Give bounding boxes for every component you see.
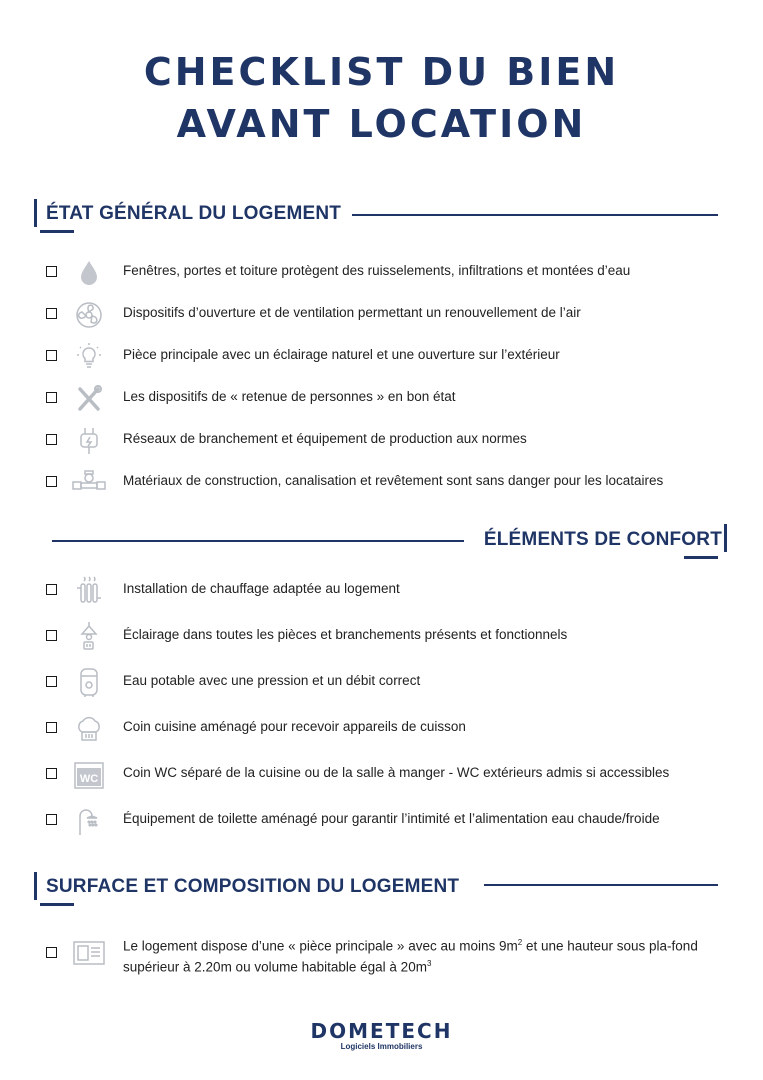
item-text: Les dispositifs de « retenue de personnes » en bon état xyxy=(123,389,456,404)
item-text: Coin WC séparé de la cuisine ou de la salle à manger - WC extérieurs admis si accessibles xyxy=(123,765,670,780)
item-text: Coin cuisine aménagé pour recevoir appareils de cuisson xyxy=(123,719,466,734)
lamp-icon xyxy=(72,622,106,652)
item-text xyxy=(123,934,723,975)
checkbox[interactable] xyxy=(46,584,57,595)
checklist-item xyxy=(46,622,726,652)
company-logo xyxy=(0,1020,763,1052)
floor-plan-icon xyxy=(72,938,106,968)
checkbox[interactable] xyxy=(46,350,57,361)
superscript: 3 xyxy=(426,958,432,968)
heading-rule xyxy=(484,884,718,886)
section-title: SURFACE ET COMPOSITION DU LOGEMENT xyxy=(46,876,460,897)
shower-icon xyxy=(72,806,106,836)
checklist-item xyxy=(46,342,726,372)
wc-icon xyxy=(72,760,106,790)
item-text-part: Le logement dispose d’une « pièce principale » avec au moins 9m xyxy=(123,938,518,954)
checkbox[interactable] xyxy=(46,814,57,825)
item-text: Installation de chauffage adaptée au logement xyxy=(123,581,400,596)
item-text: Dispositifs d’ouverture et de ventilation permettant un renouvellement de l’air xyxy=(123,305,581,320)
title-line-2: AVANT LOCATION xyxy=(176,102,587,146)
pipe-icon xyxy=(72,468,106,498)
checkbox[interactable] xyxy=(46,676,57,687)
logo-name: DOMETECH xyxy=(310,1019,453,1043)
heading-accent-bar xyxy=(724,524,727,552)
checklist-item xyxy=(46,468,726,498)
checkbox[interactable] xyxy=(46,722,57,733)
light-bulb-icon xyxy=(72,342,106,372)
item-text: Éclairage dans toutes les pièces et branchements présents et fonctionnels xyxy=(123,627,568,642)
checklist-item xyxy=(46,426,726,456)
svg-text:WC: WC xyxy=(79,773,99,785)
item-text: Matériaux de construction, canalisation et revêtement sont sans danger pour les locataires xyxy=(123,473,664,488)
checkbox[interactable] xyxy=(46,476,57,487)
plug-icon xyxy=(72,426,106,456)
section-title: ÉTAT GÉNÉRAL DU LOGEMENT xyxy=(46,203,342,224)
logo-tagline: Logiciels Immobiliers xyxy=(340,1042,423,1051)
checkbox[interactable] xyxy=(46,392,57,403)
heading-rule xyxy=(52,540,464,542)
item-text: Réseaux de branchement et équipement de production aux normes xyxy=(123,431,527,446)
heading-accent-bar xyxy=(34,199,37,227)
checklist-item xyxy=(46,258,726,288)
checkbox[interactable] xyxy=(46,947,57,958)
checklist-item xyxy=(46,300,726,330)
chef-hat-icon xyxy=(72,714,106,744)
section-title: ÉLÉMENTS DE CONFORT xyxy=(483,529,722,550)
water-heater-icon xyxy=(72,668,106,698)
heading-underline xyxy=(40,230,74,233)
checklist-item xyxy=(46,760,726,790)
item-text: Fenêtres, portes et toiture protègent des ruisselements, infiltrations et montées d’eau xyxy=(123,263,631,278)
title-line-1: CHECKLIST DU BIEN xyxy=(143,50,620,94)
tools-icon xyxy=(72,384,106,414)
item-text: Équipement de toilette aménagé pour garantir l’intimité et l’alimentation eau chaude/froide xyxy=(123,811,660,826)
checkbox[interactable] xyxy=(46,266,57,277)
checklist-item xyxy=(46,806,726,836)
heading-underline xyxy=(40,903,74,906)
checkbox[interactable] xyxy=(46,630,57,641)
item-text: Pièce principale avec un éclairage naturel et une ouverture sur l’extérieur xyxy=(123,347,560,362)
checklist-item xyxy=(46,714,726,744)
water-drop-icon xyxy=(72,258,106,288)
radiator-icon xyxy=(72,576,106,606)
item-text: Eau potable avec une pression et un débit correct xyxy=(123,673,421,688)
heading-rule xyxy=(352,214,718,216)
checkbox[interactable] xyxy=(46,434,57,445)
item-text-part: et une hauteur sous pla-fond supérieur à 2.20m ou volume habitable égal à 20m xyxy=(123,938,698,974)
checkbox[interactable] xyxy=(46,768,57,779)
superscript: 2 xyxy=(517,938,523,947)
checklist-item xyxy=(46,936,726,972)
checkbox[interactable] xyxy=(46,308,57,319)
checklist-item xyxy=(46,668,726,698)
checklist-item xyxy=(46,576,726,606)
fan-icon xyxy=(72,300,106,330)
heading-underline xyxy=(684,556,718,559)
checklist-item xyxy=(46,384,726,414)
heading-accent-bar xyxy=(34,872,37,900)
page-title xyxy=(0,46,763,150)
